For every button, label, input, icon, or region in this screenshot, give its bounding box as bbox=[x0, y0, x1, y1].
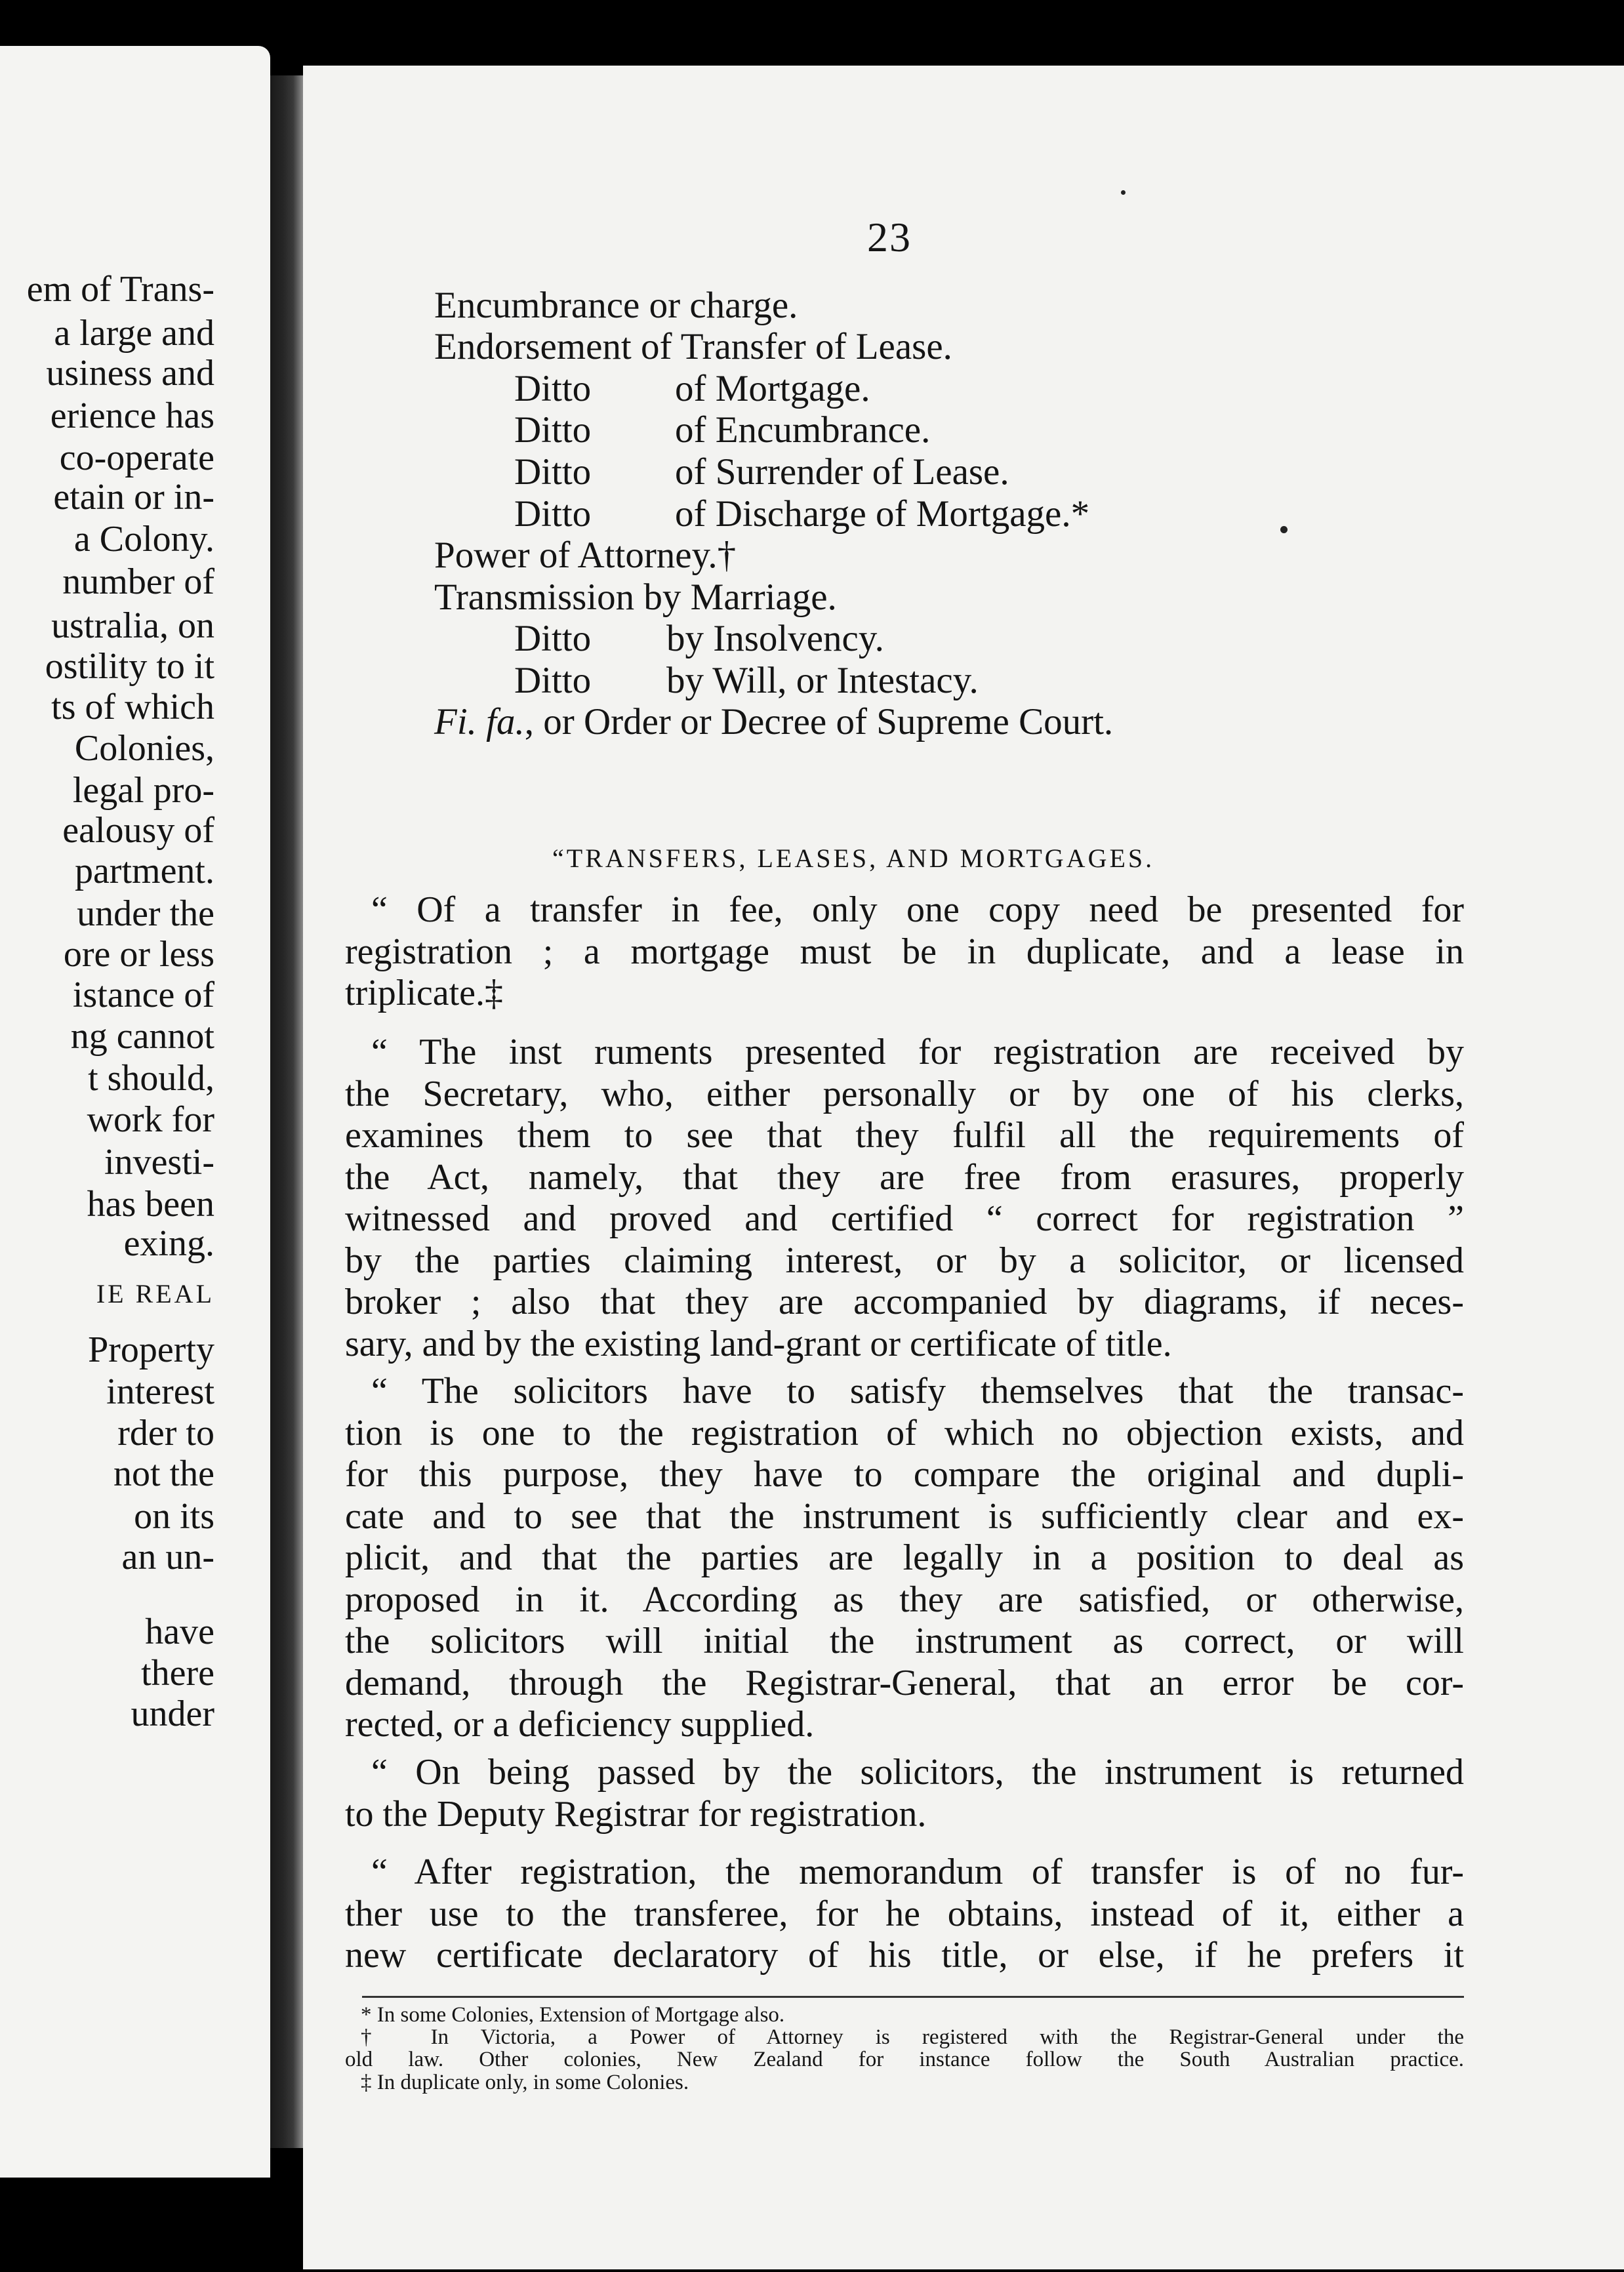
paragraph-line: the Secretary, who, either personally or by one of his clerks, bbox=[345, 1073, 1464, 1114]
previous-page-line: erience has bbox=[50, 396, 214, 436]
previous-page-line: ng cannot bbox=[70, 1016, 214, 1057]
footnote-text: old law. Other colonies, New Zealand for instance follow the South Australian practice. bbox=[345, 2048, 1464, 2071]
previous-page-line: istance of bbox=[72, 975, 214, 1015]
list-item-text: of Discharge of Mortgage.* bbox=[675, 493, 1090, 535]
paragraph-line: examines them to see that they fulfil all the requirements of bbox=[345, 1115, 1464, 1156]
footnote bbox=[345, 2004, 1464, 2026]
paragraph-line: for this purpose, they have to compare the original and dupli- bbox=[345, 1454, 1464, 1495]
paragraph-line: by the parties claiming interest, or by a solicitor, or licensed bbox=[345, 1240, 1464, 1281]
paragraph-line: ther use to the transferee, for he obtains, instead of it, either a bbox=[345, 1893, 1464, 1934]
previous-page-line: a Colony. bbox=[73, 519, 214, 559]
list-item bbox=[434, 700, 1113, 744]
footnote-text: * In some Colonies, Extension of Mortgage also. bbox=[361, 2003, 785, 2027]
list-item bbox=[514, 367, 870, 411]
paragraph-line: rected, or a deficiency supplied. bbox=[345, 1704, 815, 1745]
ink-dot bbox=[1121, 190, 1126, 195]
list-item bbox=[514, 659, 979, 702]
list-item-text: of Mortgage. bbox=[675, 368, 870, 409]
paragraph-line: the Act, namely, that they are free from erasures, properly bbox=[345, 1156, 1464, 1198]
list-item-text: by Insolvency. bbox=[666, 618, 884, 659]
ditto-label: Ditto bbox=[514, 618, 592, 659]
previous-page-line: there bbox=[141, 1653, 214, 1694]
previous-page-line: number of bbox=[62, 561, 214, 602]
list-item-text: , or Order or Decree of Supreme Court. bbox=[524, 701, 1114, 742]
previous-page-line: Colonies, bbox=[74, 728, 214, 769]
ink-dot bbox=[1280, 526, 1288, 533]
previous-page-line: t should, bbox=[88, 1058, 214, 1099]
previous-page-line: ostility to it bbox=[45, 646, 214, 687]
previous-page-line: has been bbox=[87, 1184, 214, 1225]
previous-page-line: interest bbox=[106, 1371, 214, 1412]
paragraph-line: sary, and by the existing land-grant or certificate of title. bbox=[345, 1323, 1172, 1364]
paragraph-line: cate and to see that the instrument is sufficiently clear and ex- bbox=[345, 1495, 1464, 1537]
list-item bbox=[514, 409, 930, 452]
list-item: Endorsement of Transfer of Lease. bbox=[434, 326, 952, 367]
ditto-label: Ditto bbox=[514, 409, 592, 451]
page bbox=[303, 66, 1624, 2269]
paragraph bbox=[345, 1852, 1464, 1977]
previous-page-line: ealousy of bbox=[62, 810, 214, 851]
previous-page-line: em of Trans- bbox=[26, 269, 214, 310]
list-item-text: of Surrender of Lease. bbox=[675, 451, 1009, 493]
list-item-text: by Will, or Intestacy. bbox=[666, 660, 979, 701]
paragraph-line: registration ; a mortgage must be in duplicate, and a lease in bbox=[345, 931, 1464, 972]
list-item: Encumbrance or charge. bbox=[434, 285, 798, 326]
previous-page-line: ustralia, on bbox=[51, 605, 214, 646]
footnote bbox=[345, 2026, 1464, 2071]
paragraph-line: new certificate declaratory of his title, or else, if he prefers it bbox=[345, 1935, 1464, 1976]
paragraph-line: proposed in it. According as they are satisfied, or otherwise, bbox=[345, 1579, 1464, 1620]
previous-page-line: under the bbox=[77, 893, 214, 934]
ditto-label: Ditto bbox=[514, 493, 592, 535]
previous-page-line: IE REAL bbox=[96, 1279, 214, 1308]
paragraph bbox=[345, 1032, 1464, 1365]
paragraph-line: “ The solicitors have to satisfy themselves that the transac- bbox=[371, 1371, 1464, 1411]
previous-page-line: ts of which bbox=[51, 687, 214, 727]
page-number: 23 bbox=[867, 214, 912, 260]
previous-page-line: a large and bbox=[54, 313, 214, 354]
previous-page-line: have bbox=[145, 1612, 214, 1652]
previous-page-line: under bbox=[131, 1694, 214, 1734]
list-item bbox=[514, 451, 1009, 494]
section-heading: “TRANSFERS, LEASES, AND MORTGAGES. bbox=[552, 843, 1155, 873]
previous-page-line: investi- bbox=[104, 1142, 214, 1183]
previous-page-line: work for bbox=[87, 1099, 214, 1140]
list-item-text: of Encumbrance. bbox=[675, 409, 931, 451]
italic-citation: Fi. fa. bbox=[434, 701, 525, 742]
footnote bbox=[345, 2071, 1464, 2094]
list-item: Power of Attorney.† bbox=[434, 535, 737, 576]
ditto-label: Ditto bbox=[514, 451, 592, 493]
previous-page-line: ore or less bbox=[63, 934, 214, 975]
previous-page-line: usiness and bbox=[46, 353, 214, 394]
paragraph-line: triplicate.‡ bbox=[345, 973, 504, 1013]
paragraph-line: witnessed and proved and certified “ correct for registration ” bbox=[345, 1198, 1464, 1239]
previous-page-line: co-operate bbox=[59, 437, 214, 478]
previous-page-line: an un- bbox=[121, 1537, 214, 1577]
previous-page-line: etain or in- bbox=[53, 477, 214, 517]
paragraph-line: “ Of a transfer in fee, only one copy need be presented for bbox=[371, 889, 1464, 930]
previous-page-line: exing. bbox=[123, 1223, 214, 1264]
footnote-divider bbox=[362, 1996, 1464, 1998]
list-item bbox=[514, 617, 884, 660]
paragraph bbox=[345, 889, 1464, 1015]
paragraph bbox=[345, 1752, 1464, 1835]
previous-page-line: partment. bbox=[74, 851, 214, 891]
paragraph-line: “ On being passed by the solicitors, the instrument is returned bbox=[371, 1752, 1464, 1793]
paragraph-line: tion is one to the registration of which no objection exists, and bbox=[345, 1412, 1464, 1453]
ditto-label: Ditto bbox=[514, 660, 592, 701]
paragraph-line: to the Deputy Registrar for registration. bbox=[345, 1793, 927, 1835]
paragraph-line: the solicitors will initial the instrument as correct, or will bbox=[345, 1621, 1464, 1661]
paragraph-line: demand, through the Registrar-General, that an error be cor- bbox=[345, 1662, 1464, 1703]
list-item bbox=[514, 493, 1089, 536]
previous-page-fragment bbox=[0, 46, 270, 2178]
previous-page-line: not the bbox=[113, 1453, 214, 1494]
paragraph-line: plicit, and that the parties are legally in a position to deal as bbox=[345, 1537, 1464, 1578]
paragraph-line: “ The inst ruments presented for registration are received by bbox=[371, 1032, 1464, 1072]
list-item: Transmission by Marriage. bbox=[434, 577, 837, 618]
book-spine bbox=[270, 75, 303, 2148]
paragraph-line: broker ; also that they are accompanied by diagrams, if neces- bbox=[345, 1282, 1464, 1322]
ditto-label: Ditto bbox=[514, 368, 592, 409]
paragraph bbox=[345, 1371, 1464, 1746]
footnote-text: † In Victoria, a Power of Attorney is registered with the Registrar-General under the bbox=[361, 2025, 1464, 2049]
previous-page-line: on its bbox=[134, 1496, 214, 1537]
paragraph-line: “ After registration, the memorandum of transfer is of no fur- bbox=[371, 1852, 1464, 1892]
previous-page-line: legal pro- bbox=[72, 770, 214, 811]
footnote-text: ‡ In duplicate only, in some Colonies. bbox=[361, 2071, 689, 2094]
previous-page-line: rder to bbox=[117, 1413, 214, 1453]
previous-page-line: Property bbox=[88, 1329, 214, 1370]
